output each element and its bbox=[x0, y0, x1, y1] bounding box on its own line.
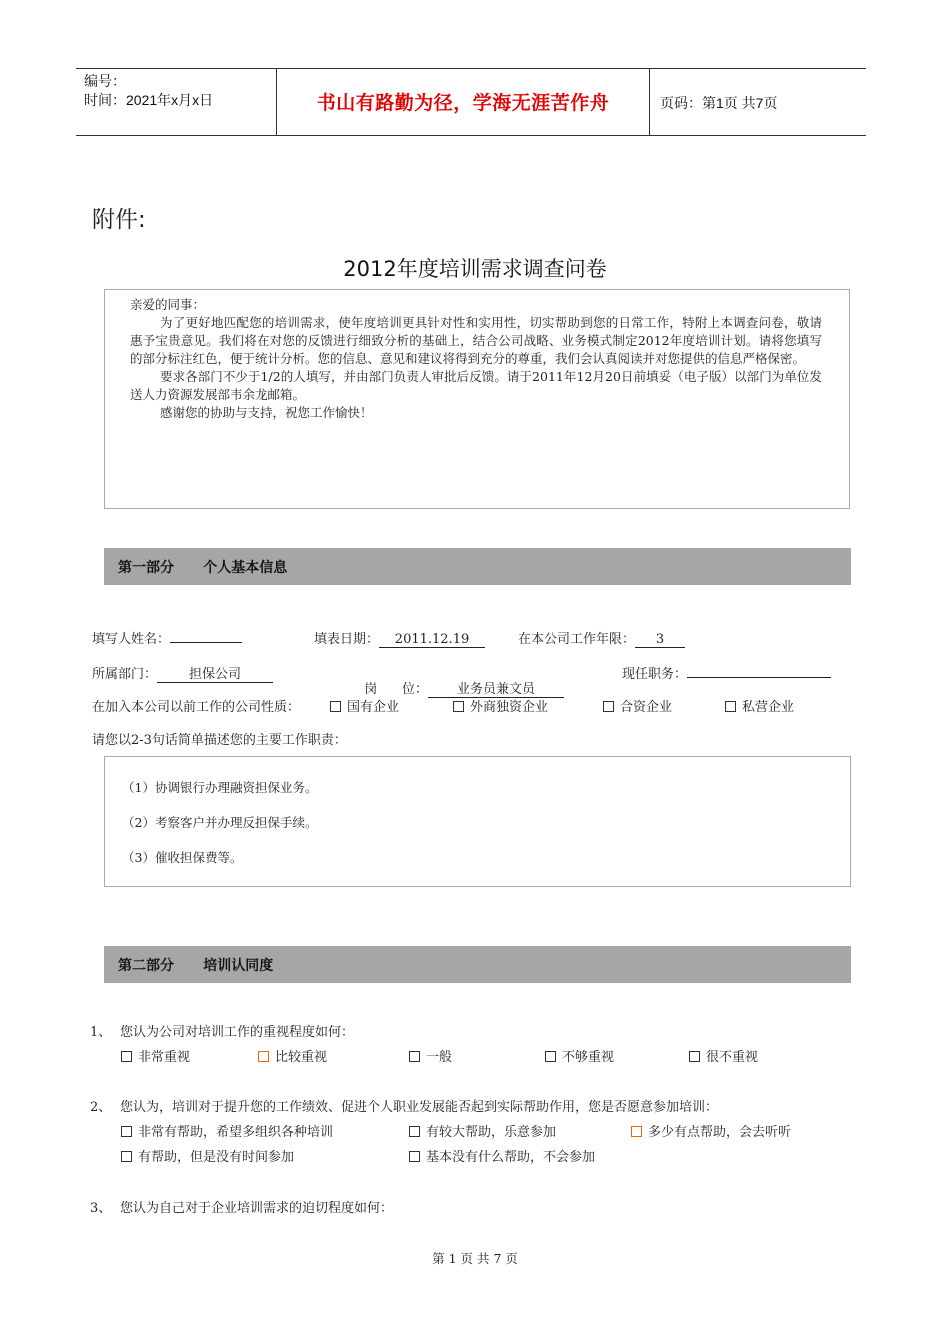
intro-paragraph: 为了更好地匹配您的培训需求，使年度培训更具针对性和实用性，切实帮助到您的日常工作，特附上本调查问卷，敬请惠予宝贵意见。我们将在对您的反馈进行细致分析的基础上，结合公司战略、业务模式制定2012年度培训计划。请将您填写的部分标注红色，便于统计分析。您的信息、意见和建议将得到充分的尊重，我们会认真阅读并对您提供的信息严格保密。 bbox=[130, 315, 822, 366]
dept-row bbox=[92, 663, 273, 683]
checkbox-icon[interactable] bbox=[409, 1151, 420, 1162]
position-label: 现任职务： bbox=[622, 667, 688, 682]
date-label: 填表日期： bbox=[314, 632, 380, 647]
checkbox-icon[interactable] bbox=[631, 1126, 642, 1137]
q2-option[interactable]: 有帮助，但是没有时间参加 bbox=[121, 1146, 294, 1165]
q1-option[interactable]: 非常重视 bbox=[121, 1046, 190, 1065]
dept-label: 所属部门： bbox=[92, 667, 158, 682]
intro-greeting: 亲爱的同事： bbox=[130, 297, 206, 312]
post-field[interactable]: 业务员兼文员 bbox=[428, 683, 564, 698]
checkbox-icon[interactable] bbox=[409, 1051, 420, 1062]
header-time: 时间：2021年x月x日 bbox=[84, 92, 214, 108]
years-field[interactable]: 3 bbox=[635, 633, 685, 648]
header-motto: 书山有路勤为径，学海无涯苦作舟 bbox=[316, 92, 610, 114]
name-field[interactable] bbox=[170, 642, 242, 643]
question-text: 您认为，培训对于提升您的工作绩效、促进个人职业发展能否起到实际帮助作用，您是否愿意参加培训： bbox=[120, 1100, 719, 1115]
company-type-option[interactable]: 合资企业 bbox=[603, 696, 672, 715]
q2-option[interactable]: 基本没有什么帮助，不会参加 bbox=[409, 1146, 595, 1165]
post-label: 岗 位： bbox=[364, 682, 429, 697]
checkbox-icon[interactable] bbox=[330, 701, 341, 712]
q1-option[interactable]: 不够重视 bbox=[545, 1046, 614, 1065]
header-top-rule bbox=[76, 68, 866, 69]
duty-item: （1）协调银行办理融资担保业务。 bbox=[122, 780, 318, 795]
question-number: 1、 bbox=[90, 1025, 112, 1040]
name-label: 填写人姓名： bbox=[92, 632, 171, 647]
date-field[interactable]: 2011.12.19 bbox=[379, 633, 485, 648]
checkbox-icon[interactable] bbox=[258, 1051, 269, 1062]
position-field[interactable] bbox=[687, 677, 831, 678]
q1-option-selected[interactable]: 比较重视 bbox=[258, 1046, 327, 1065]
document-title: 2012年度培训需求调查问卷 bbox=[343, 257, 607, 281]
header-bottom-rule bbox=[76, 135, 866, 136]
checkbox-icon[interactable] bbox=[121, 1126, 132, 1137]
checkbox-icon[interactable] bbox=[725, 701, 736, 712]
years-label: 在本公司工作年限： bbox=[518, 632, 636, 647]
intro-paragraph: 感谢您的协助与支持，祝您工作愉快！ bbox=[160, 405, 373, 420]
section-title: 第一部分 个人基本信息 bbox=[118, 560, 288, 576]
company-type-option[interactable]: 国有企业 bbox=[330, 696, 399, 715]
duty-prompt: 请您以2-3句话简单描述您的主要工作职责： bbox=[92, 733, 347, 748]
header-number: 编号： bbox=[84, 73, 126, 89]
checkbox-icon[interactable] bbox=[121, 1051, 132, 1062]
checkbox-icon[interactable] bbox=[603, 701, 614, 712]
position-row bbox=[622, 663, 831, 682]
checkbox-icon[interactable] bbox=[409, 1126, 420, 1137]
dept-field[interactable]: 担保公司 bbox=[157, 668, 273, 683]
question-number: 2、 bbox=[90, 1100, 112, 1115]
header-meta bbox=[84, 72, 213, 110]
company-type-option[interactable]: 外商独资企业 bbox=[453, 696, 548, 715]
q1-option[interactable]: 很不重视 bbox=[689, 1046, 758, 1065]
company-type-option[interactable]: 私营企业 bbox=[725, 696, 794, 715]
checkbox-icon[interactable] bbox=[545, 1051, 556, 1062]
section-title: 第二部分 培训认同度 bbox=[118, 958, 274, 974]
checkbox-icon[interactable] bbox=[689, 1051, 700, 1062]
date-row bbox=[314, 628, 485, 648]
q2-option-selected[interactable]: 多少有点帮助，会去听听 bbox=[631, 1121, 791, 1140]
q2-option[interactable]: 非常有帮助，希望多组织各种培训 bbox=[121, 1121, 333, 1140]
intro-letter bbox=[130, 296, 822, 422]
header-page-number: 页码：第1页 共7页 bbox=[660, 95, 778, 111]
intro-paragraph: 要求各部门不少于1/2的人填写，并由部门负责人审批后反馈。请于2011年12月20日前填妥（电子版）以部门为单位发送人力资源发展部韦余龙邮箱。 bbox=[130, 369, 822, 402]
years-row bbox=[518, 628, 685, 648]
q2-option[interactable]: 有较大帮助，乐意参加 bbox=[409, 1121, 556, 1140]
checkbox-icon[interactable] bbox=[121, 1151, 132, 1162]
company-type-label: 在加入本公司以前工作的公司性质： bbox=[92, 700, 301, 715]
question-text: 您认为自己对于企业培训需求的迫切程度如何： bbox=[120, 1201, 394, 1216]
attachment-label: 附件: bbox=[92, 207, 146, 233]
q1-option[interactable]: 一般 bbox=[409, 1046, 452, 1065]
post-row bbox=[356, 663, 564, 698]
header-divider bbox=[649, 68, 650, 135]
duty-item: （2）考察客户并办理反担保手续。 bbox=[122, 815, 318, 830]
checkbox-icon[interactable] bbox=[453, 701, 464, 712]
question-number: 3、 bbox=[90, 1201, 112, 1216]
question-text: 您认为公司对培训工作的重视程度如何： bbox=[120, 1025, 355, 1040]
duty-item: （3）催收担保费等。 bbox=[122, 850, 243, 865]
name-row bbox=[92, 628, 242, 647]
page-footer: 第 1 页 共 7 页 bbox=[432, 1251, 518, 1266]
